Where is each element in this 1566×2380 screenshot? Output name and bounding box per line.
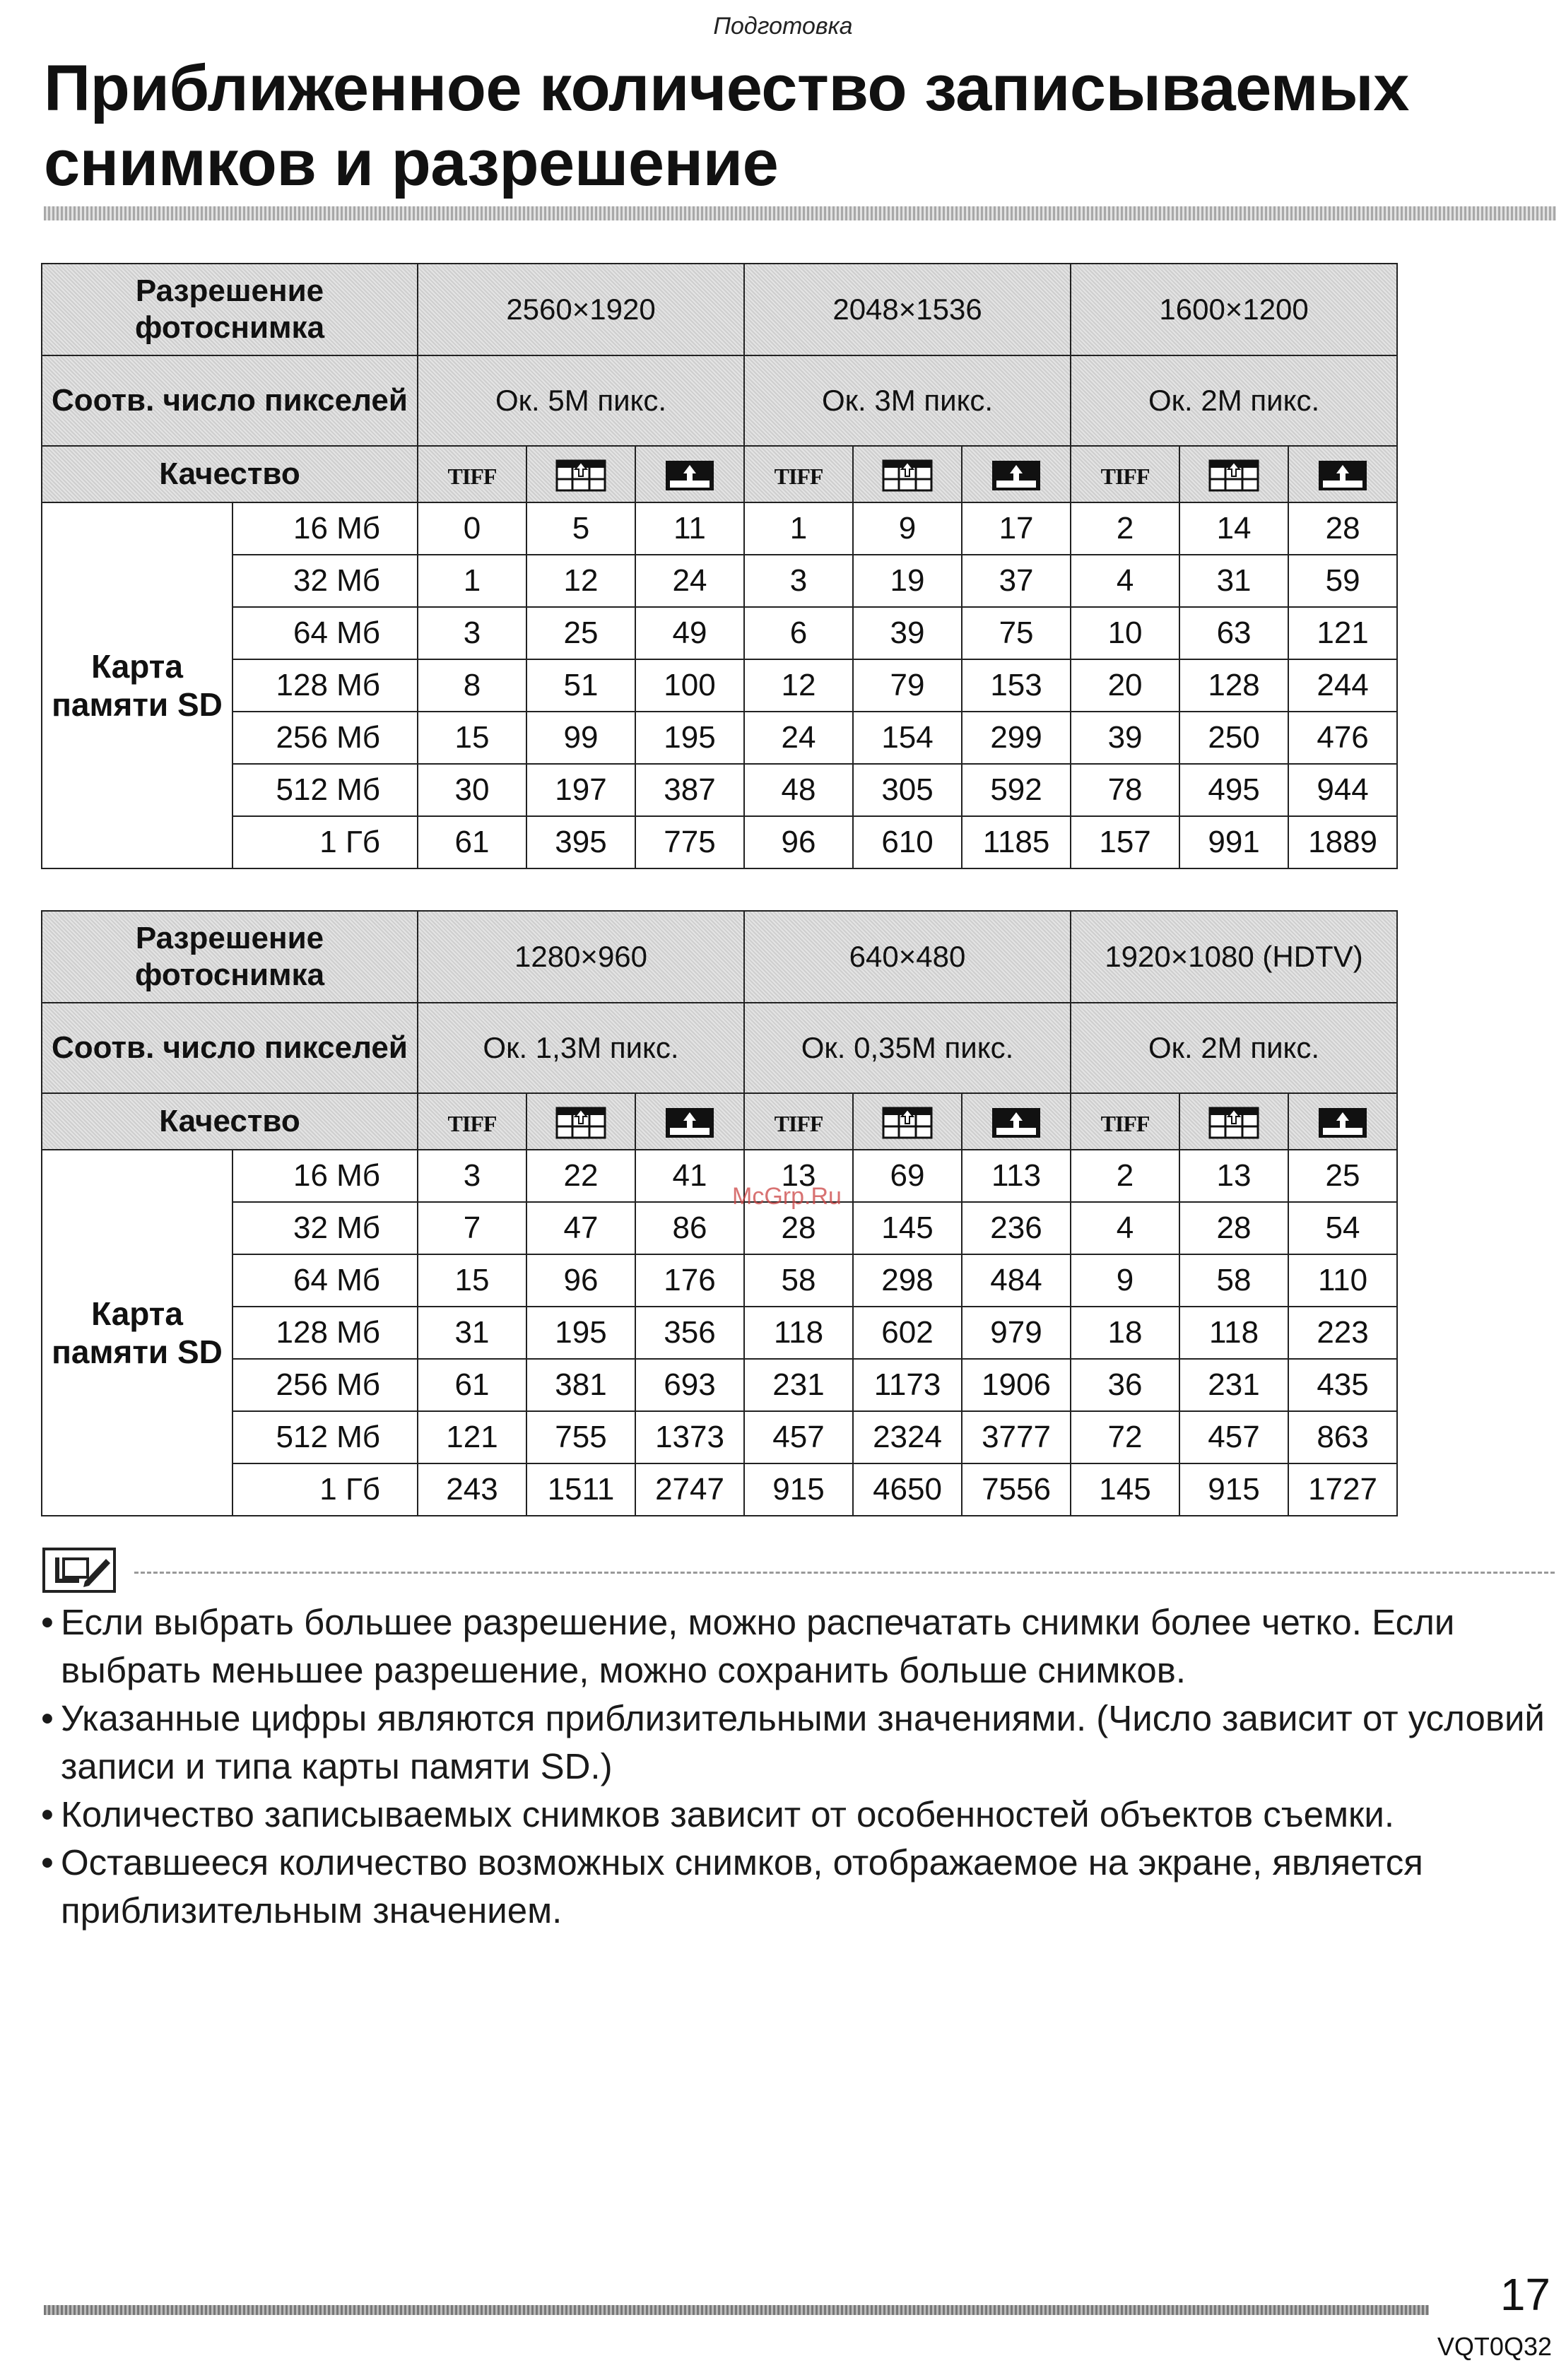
quality-header-cell	[962, 1093, 1071, 1150]
capacity-value: 31	[1179, 555, 1288, 607]
quality-standard-icon	[1317, 459, 1368, 492]
row-label-pixels: Соотв. число пикселей	[42, 1003, 418, 1093]
table-row	[42, 1307, 1397, 1359]
capacity-value: 49	[635, 607, 744, 659]
capacity-value: 72	[1071, 1411, 1179, 1463]
capacity-value: 195	[526, 1307, 635, 1359]
quality-header-cell	[1179, 446, 1288, 502]
capacity-value: 39	[1071, 712, 1179, 764]
capacity-value: 305	[853, 764, 962, 816]
row-label-resolution: Разрешение фотоснимка	[42, 911, 418, 1003]
capacity-value: 1185	[962, 816, 1071, 868]
pixel-count-value: Ок. 0,35М пикс.	[744, 1003, 1071, 1093]
quality-tiff-icon: TIFF	[1100, 1111, 1150, 1136]
capacity-value: 915	[744, 1463, 853, 1516]
capacity-value: 54	[1288, 1202, 1397, 1254]
page-title	[44, 51, 1528, 201]
capacity-value: 121	[418, 1411, 526, 1463]
capacity-value: 20	[1071, 659, 1179, 712]
capacity-value: 47	[526, 1202, 635, 1254]
capacity-value: 78	[1071, 764, 1179, 816]
quality-fine-icon	[1208, 1107, 1259, 1139]
capacity-value: 944	[1288, 764, 1397, 816]
card-size: 1 Гб	[232, 1463, 418, 1516]
capacity-value: 19	[853, 555, 962, 607]
table-row	[42, 1463, 1397, 1516]
capacity-value: 3	[418, 607, 526, 659]
capacity-value: 59	[1288, 555, 1397, 607]
capacity-value: 476	[1288, 712, 1397, 764]
quality-header-cell	[1288, 446, 1397, 502]
capacity-table-2	[41, 910, 1398, 1516]
table-row	[42, 659, 1397, 712]
capacity-value: 1373	[635, 1411, 744, 1463]
capacity-value: 3777	[962, 1411, 1071, 1463]
capacity-value: 1511	[526, 1463, 635, 1516]
capacity-value: 61	[418, 816, 526, 868]
card-size: 512 Мб	[232, 764, 418, 816]
section-label: Подготовка	[713, 13, 853, 40]
capacity-value: 1889	[1288, 816, 1397, 868]
table-row	[42, 712, 1397, 764]
table-row	[42, 764, 1397, 816]
capacity-value: 1	[744, 502, 853, 555]
capacity-value: 457	[744, 1411, 853, 1463]
quality-fine-icon	[555, 459, 606, 492]
note-item: • Указанные цифры являются приблизительными значениями. (Число зависит от условий записи и типа карты памяти SD.)	[41, 1695, 1546, 1791]
capacity-value: 14	[1179, 502, 1288, 555]
capacity-value: 236	[962, 1202, 1071, 1254]
capacity-value: 63	[1179, 607, 1288, 659]
quality-tiff-icon: TIFF	[774, 464, 823, 489]
quality-header-cell	[1071, 446, 1179, 502]
quality-tiff-icon: TIFF	[447, 1111, 497, 1136]
capacity-value: 223	[1288, 1307, 1397, 1359]
quality-header-cell	[1179, 1093, 1288, 1150]
capacity-value: 592	[962, 764, 1071, 816]
table-row	[42, 555, 1397, 607]
quality-fine-icon	[1208, 459, 1259, 492]
capacity-value: 37	[962, 555, 1071, 607]
row-label-resolution: Разрешение фотоснимка	[42, 264, 418, 355]
capacity-value: 495	[1179, 764, 1288, 816]
capacity-value: 1727	[1288, 1463, 1397, 1516]
quality-fine-icon	[882, 459, 933, 492]
quality-standard-icon	[991, 459, 1042, 492]
capacity-value: 1906	[962, 1359, 1071, 1411]
quality-header-cell	[418, 1093, 526, 1150]
resolution-value: 640×480	[744, 911, 1071, 1003]
card-size: 256 Мб	[232, 1359, 418, 1411]
capacity-value: 10	[1071, 607, 1179, 659]
capacity-value: 693	[635, 1359, 744, 1411]
capacity-table-1	[41, 263, 1398, 869]
capacity-value: 7	[418, 1202, 526, 1254]
note-item: • Количество записываемых снимков зависит от особенностей объектов съемки.	[41, 1791, 1546, 1839]
row-label-quality: Качество	[42, 1093, 418, 1150]
capacity-value: 154	[853, 712, 962, 764]
capacity-value: 17	[962, 502, 1071, 555]
capacity-value: 484	[962, 1254, 1071, 1307]
capacity-value: 30	[418, 764, 526, 816]
capacity-value: 96	[744, 816, 853, 868]
capacity-value: 8	[418, 659, 526, 712]
capacity-value: 7556	[962, 1463, 1071, 1516]
capacity-value: 4650	[853, 1463, 962, 1516]
pixel-count-value: Ок. 5М пикс.	[418, 355, 744, 446]
row-label-card: Карта памяти SD	[42, 502, 232, 868]
capacity-value: 100	[635, 659, 744, 712]
card-size: 128 Мб	[232, 1307, 418, 1359]
capacity-value: 244	[1288, 659, 1397, 712]
page-title-line-2: снимков и разрешение	[44, 127, 779, 199]
card-size: 16 Мб	[232, 502, 418, 555]
pixel-count-value: Ок. 2М пикс.	[1071, 355, 1397, 446]
quality-header-cell	[853, 1093, 962, 1150]
card-size: 128 Мб	[232, 659, 418, 712]
capacity-value: 58	[1179, 1254, 1288, 1307]
capacity-value: 153	[962, 659, 1071, 712]
quality-tiff-icon: TIFF	[774, 1111, 823, 1136]
capacity-value: 195	[635, 712, 744, 764]
capacity-value: 15	[418, 1254, 526, 1307]
table-row	[42, 1150, 1397, 1202]
card-size: 256 Мб	[232, 712, 418, 764]
capacity-value: 9	[1071, 1254, 1179, 1307]
capacity-value: 1173	[853, 1359, 962, 1411]
capacity-value: 915	[1179, 1463, 1288, 1516]
table-row	[42, 607, 1397, 659]
pixel-count-value: Ок. 1,3М пикс.	[418, 1003, 744, 1093]
card-size: 64 Мб	[232, 1254, 418, 1307]
card-size: 32 Мб	[232, 555, 418, 607]
quality-fine-icon	[882, 1107, 933, 1139]
capacity-value: 395	[526, 816, 635, 868]
capacity-value: 5	[526, 502, 635, 555]
capacity-value: 61	[418, 1359, 526, 1411]
footer-rule	[44, 2305, 1429, 2315]
capacity-value: 775	[635, 816, 744, 868]
quality-header-cell	[744, 446, 853, 502]
card-size: 1 Гб	[232, 816, 418, 868]
capacity-value: 51	[526, 659, 635, 712]
pixel-count-value: Ок. 3М пикс.	[744, 355, 1071, 446]
table-row	[42, 1254, 1397, 1307]
capacity-value: 118	[1179, 1307, 1288, 1359]
capacity-value: 298	[853, 1254, 962, 1307]
title-divider	[44, 206, 1556, 220]
capacity-value: 145	[853, 1202, 962, 1254]
capacity-value: 118	[744, 1307, 853, 1359]
table-row	[42, 1202, 1397, 1254]
capacity-value: 12	[744, 659, 853, 712]
quality-tiff-icon: TIFF	[1100, 464, 1150, 489]
capacity-value: 176	[635, 1254, 744, 1307]
capacity-value: 48	[744, 764, 853, 816]
capacity-value: 69	[853, 1150, 962, 1202]
capacity-value: 145	[1071, 1463, 1179, 1516]
row-label-quality: Качество	[42, 446, 418, 502]
capacity-value: 0	[418, 502, 526, 555]
capacity-value: 250	[1179, 712, 1288, 764]
capacity-value: 99	[526, 712, 635, 764]
capacity-value: 356	[635, 1307, 744, 1359]
quality-fine-icon	[555, 1107, 606, 1139]
table-row	[42, 1411, 1397, 1463]
capacity-value: 13	[744, 1150, 853, 1202]
capacity-value: 6	[744, 607, 853, 659]
capacity-value: 110	[1288, 1254, 1397, 1307]
capacity-value: 2	[1071, 1150, 1179, 1202]
capacity-value: 28	[744, 1202, 853, 1254]
capacity-value: 755	[526, 1411, 635, 1463]
card-size: 16 Мб	[232, 1150, 418, 1202]
capacity-value: 24	[744, 712, 853, 764]
quality-header-cell	[635, 1093, 744, 1150]
quality-standard-icon	[664, 459, 715, 492]
capacity-value: 28	[1179, 1202, 1288, 1254]
table-row	[42, 816, 1397, 868]
capacity-value: 128	[1179, 659, 1288, 712]
row-label-card: Карта памяти SD	[42, 1150, 232, 1516]
resolution-value: 2048×1536	[744, 264, 1071, 355]
capacity-value: 4	[1071, 1202, 1179, 1254]
capacity-value: 13	[1179, 1150, 1288, 1202]
page-title-line-1: Приближенное количество записываемых	[44, 52, 1409, 124]
capacity-value: 863	[1288, 1411, 1397, 1463]
quality-standard-icon	[1317, 1107, 1368, 1139]
capacity-value: 299	[962, 712, 1071, 764]
capacity-value: 79	[853, 659, 962, 712]
capacity-value: 243	[418, 1463, 526, 1516]
table-row	[42, 502, 1397, 555]
capacity-value: 75	[962, 607, 1071, 659]
capacity-value: 1	[418, 555, 526, 607]
quality-standard-icon	[664, 1107, 715, 1139]
capacity-value: 197	[526, 764, 635, 816]
resolution-value: 2560×1920	[418, 264, 744, 355]
quality-header-cell	[526, 446, 635, 502]
capacity-value: 121	[1288, 607, 1397, 659]
capacity-value: 2	[1071, 502, 1179, 555]
card-size: 32 Мб	[232, 1202, 418, 1254]
capacity-value: 457	[1179, 1411, 1288, 1463]
capacity-value: 28	[1288, 502, 1397, 555]
capacity-value: 157	[1071, 816, 1179, 868]
capacity-value: 24	[635, 555, 744, 607]
quality-header-cell	[1288, 1093, 1397, 1150]
capacity-value: 113	[962, 1150, 1071, 1202]
note-icon	[42, 1548, 116, 1593]
capacity-value: 36	[1071, 1359, 1179, 1411]
notes-list	[41, 1598, 1546, 1935]
capacity-value: 602	[853, 1307, 962, 1359]
quality-header-cell	[635, 446, 744, 502]
quality-tiff-icon: TIFF	[447, 464, 497, 489]
resolution-value: 1600×1200	[1071, 264, 1397, 355]
capacity-value: 25	[526, 607, 635, 659]
capacity-value: 4	[1071, 555, 1179, 607]
note-divider	[134, 1572, 1555, 1574]
quality-standard-icon	[991, 1107, 1042, 1139]
card-size: 64 Мб	[232, 607, 418, 659]
capacity-value: 41	[635, 1150, 744, 1202]
capacity-value: 381	[526, 1359, 635, 1411]
page-number: 17	[1500, 2269, 1550, 2320]
capacity-value: 435	[1288, 1359, 1397, 1411]
capacity-value: 58	[744, 1254, 853, 1307]
watermark: McGrp.Ru	[732, 1183, 842, 1210]
capacity-value: 9	[853, 502, 962, 555]
resolution-value: 1280×960	[418, 911, 744, 1003]
quality-header-cell	[1071, 1093, 1179, 1150]
quality-header-cell	[962, 446, 1071, 502]
quality-header-cell	[526, 1093, 635, 1150]
page-code: VQT0Q32	[1437, 2332, 1552, 2361]
capacity-value: 231	[1179, 1359, 1288, 1411]
pixel-count-value: Ок. 2М пикс.	[1071, 1003, 1397, 1093]
capacity-value: 25	[1288, 1150, 1397, 1202]
capacity-value: 86	[635, 1202, 744, 1254]
capacity-value: 18	[1071, 1307, 1179, 1359]
capacity-value: 2324	[853, 1411, 962, 1463]
capacity-value: 11	[635, 502, 744, 555]
capacity-value: 979	[962, 1307, 1071, 1359]
quality-header-cell	[418, 446, 526, 502]
card-size: 512 Мб	[232, 1411, 418, 1463]
capacity-value: 96	[526, 1254, 635, 1307]
quality-header-cell	[744, 1093, 853, 1150]
table-row	[42, 1359, 1397, 1411]
note-item: • Если выбрать большее разрешение, можно распечатать снимки более четко. Если выбрать меньшее разрешение, можно сохранить больше снимков.	[41, 1598, 1546, 1695]
capacity-value: 2747	[635, 1463, 744, 1516]
note-item: • Оставшееся количество возможных снимков, отображаемое на экране, является приблизительным значением.	[41, 1839, 1546, 1935]
row-label-pixels: Соотв. число пикселей	[42, 355, 418, 446]
capacity-value: 15	[418, 712, 526, 764]
quality-header-cell	[853, 446, 962, 502]
capacity-value: 387	[635, 764, 744, 816]
capacity-value: 12	[526, 555, 635, 607]
capacity-value: 3	[744, 555, 853, 607]
capacity-value: 22	[526, 1150, 635, 1202]
capacity-value: 991	[1179, 816, 1288, 868]
capacity-value: 31	[418, 1307, 526, 1359]
resolution-value: 1920×1080 (HDTV)	[1071, 911, 1397, 1003]
capacity-value: 3	[418, 1150, 526, 1202]
capacity-value: 610	[853, 816, 962, 868]
capacity-value: 231	[744, 1359, 853, 1411]
capacity-value: 39	[853, 607, 962, 659]
